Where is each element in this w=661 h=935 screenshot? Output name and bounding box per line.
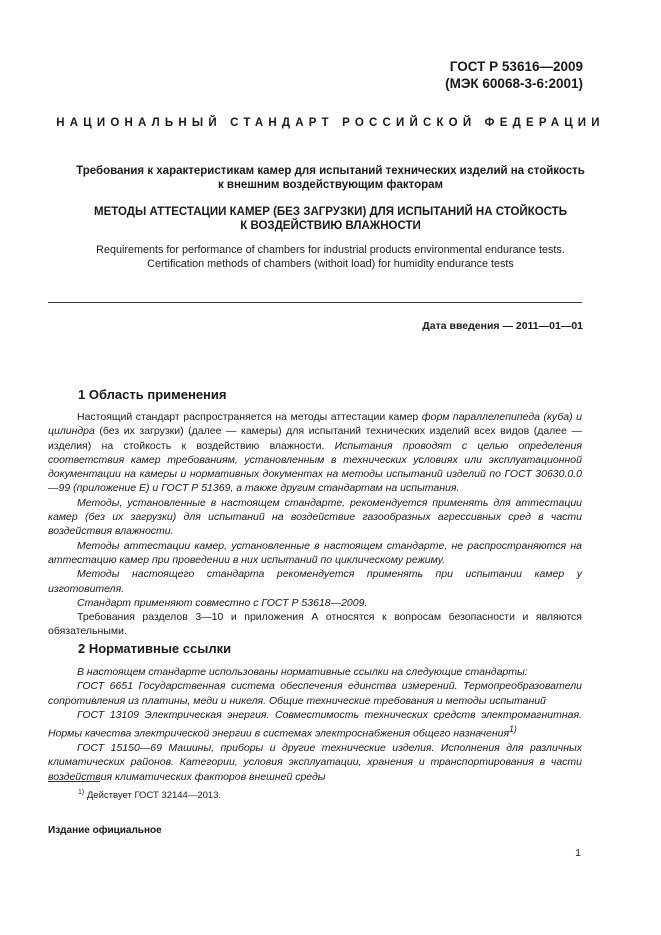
section-2-title: 2 Нормативные ссылки <box>78 641 232 656</box>
section-1-body <box>48 410 582 639</box>
s1-p1-part-b: форм параллелепипеда (куба) и цилиндра <box>48 411 582 438</box>
title-en-line-2: Certification methods of chambers (withoit load) for humidity endurance tests <box>147 258 514 270</box>
footnote-marker: 1) <box>78 789 85 796</box>
s1-p1-part-a: Настоящий стандарт распространяется на методы аттестации камер <box>77 411 422 423</box>
section-2-paragraph: В настоящем стандарте использованы нормативные ссылки на следующие стандарты: <box>77 666 528 678</box>
title-ru-line-2: к внешним воздействующим факторам <box>217 179 444 191</box>
s2-p3-text: ГОСТ 13109 Электрическая энергия. Совместимость технических средств электромагнитная. Нормы качества электрической энергии в системах электроснабжения общего назначения <box>48 708 582 740</box>
section-1-paragraph <box>48 410 582 496</box>
iec-code: (МЭК 60068-3-6:2001) <box>445 76 583 91</box>
document-title-en <box>60 243 601 271</box>
national-standard-title: НАЦИОНАЛЬНЫЙ СТАНДАРТ РОССИЙСКОЙ ФЕДЕРАЦИИ <box>56 117 605 129</box>
section-2-paragraph: ГОСТ 15150—69 Машины, приборы и другие технические изделия. Исполнения для различных климатических районов. Категории, условия эксплуатации, хранения и транспортирования в части воздействия климатических факторов внешней среды <box>48 741 582 783</box>
document-subtitle-caps <box>60 205 601 233</box>
title-caps-line-1: МЕТОДЫ АТТЕСТАЦИИ КАМЕР (БЕЗ ЗАГРУЗКИ) ДЛЯ ИСПЫТАНИЙ НА СТОЙКОСТЬ <box>94 206 567 218</box>
section-2-paragraph <box>48 708 582 741</box>
section-1-title: 1 Область применения <box>78 387 227 402</box>
title-caps-line-2: К ВОЗДЕЙСТВИЮ ВЛАЖНОСТИ <box>240 220 421 232</box>
footnote <box>78 789 221 801</box>
footnote-text: Действует ГОСТ 32144—2013. <box>84 790 222 802</box>
gost-code: ГОСТ Р 53616—2009 <box>449 59 583 74</box>
footnote-divider <box>48 781 100 782</box>
section-1-heading <box>78 387 227 402</box>
title-ru-line-1: Требования к характеристикам камер для испытаний технических изделий на стойкость <box>76 165 585 177</box>
header-divider <box>48 302 582 303</box>
section-2-body <box>48 665 582 784</box>
section-2-heading <box>78 641 231 656</box>
footnote-ref: 1) <box>509 724 517 735</box>
section-2-paragraph: ГОСТ 6651 Государственная система обеспечения единства измерений. Термопреобразователи сопротивления из платины, меди и никеля. Общие технические требования и методы испытаний <box>48 680 582 707</box>
section-1-paragraph: Стандарт применяют совместно с ГОСТ Р 53618—2009. <box>77 596 368 609</box>
introduction-date: Дата введения — 2011—01—01 <box>422 320 583 332</box>
edition-label: Издание официальное <box>48 825 162 836</box>
document-code-block <box>445 58 583 92</box>
title-en-line-1: Requirements for performance of chambers for industrial products environmental endurance tests. <box>96 244 565 256</box>
section-1-paragraph: Методы, установленные в настоящем стандарте, рекомендуется применять для аттестации камер (без их загрузки) для испытаний на воздействие газообразных агрессивных сред в части воздействия влажности. <box>48 496 582 538</box>
section-1-paragraph: Методы аттестации камер, установленные в настоящем стандарте, не распространяются на аттестацию камер при проведении в них испытаний по циклическому режиму. <box>48 539 582 566</box>
section-1-paragraph: Требования разделов 3—10 и приложения А относятся к вопросам безопасности и являются обязательными. <box>48 611 582 638</box>
section-1-paragraph: Методы настоящего стандарта рекомендуется применять при испытании камер у изготовителя. <box>48 568 582 595</box>
page-number: 1 <box>575 847 581 859</box>
document-title-ru <box>60 164 601 192</box>
s1-p1-part-c: (без их загрузки) (далее — камеры) для испытаний технических изделий всех видов (далее — изделия) на стойкость к воздействию влажности. <box>48 425 582 452</box>
s1-p1-part-d: Испытания проводят с целью определения соответствия камер требованиям, установленным в технических условиях или эксплуатационной документации на камеры и нормативных документах на методы испытаний изделий по ГОСТ 30630.0.0—99 (приложение Е) и ГОСТ Р 51369, а также другим стандартам на испытания. <box>48 439 583 495</box>
